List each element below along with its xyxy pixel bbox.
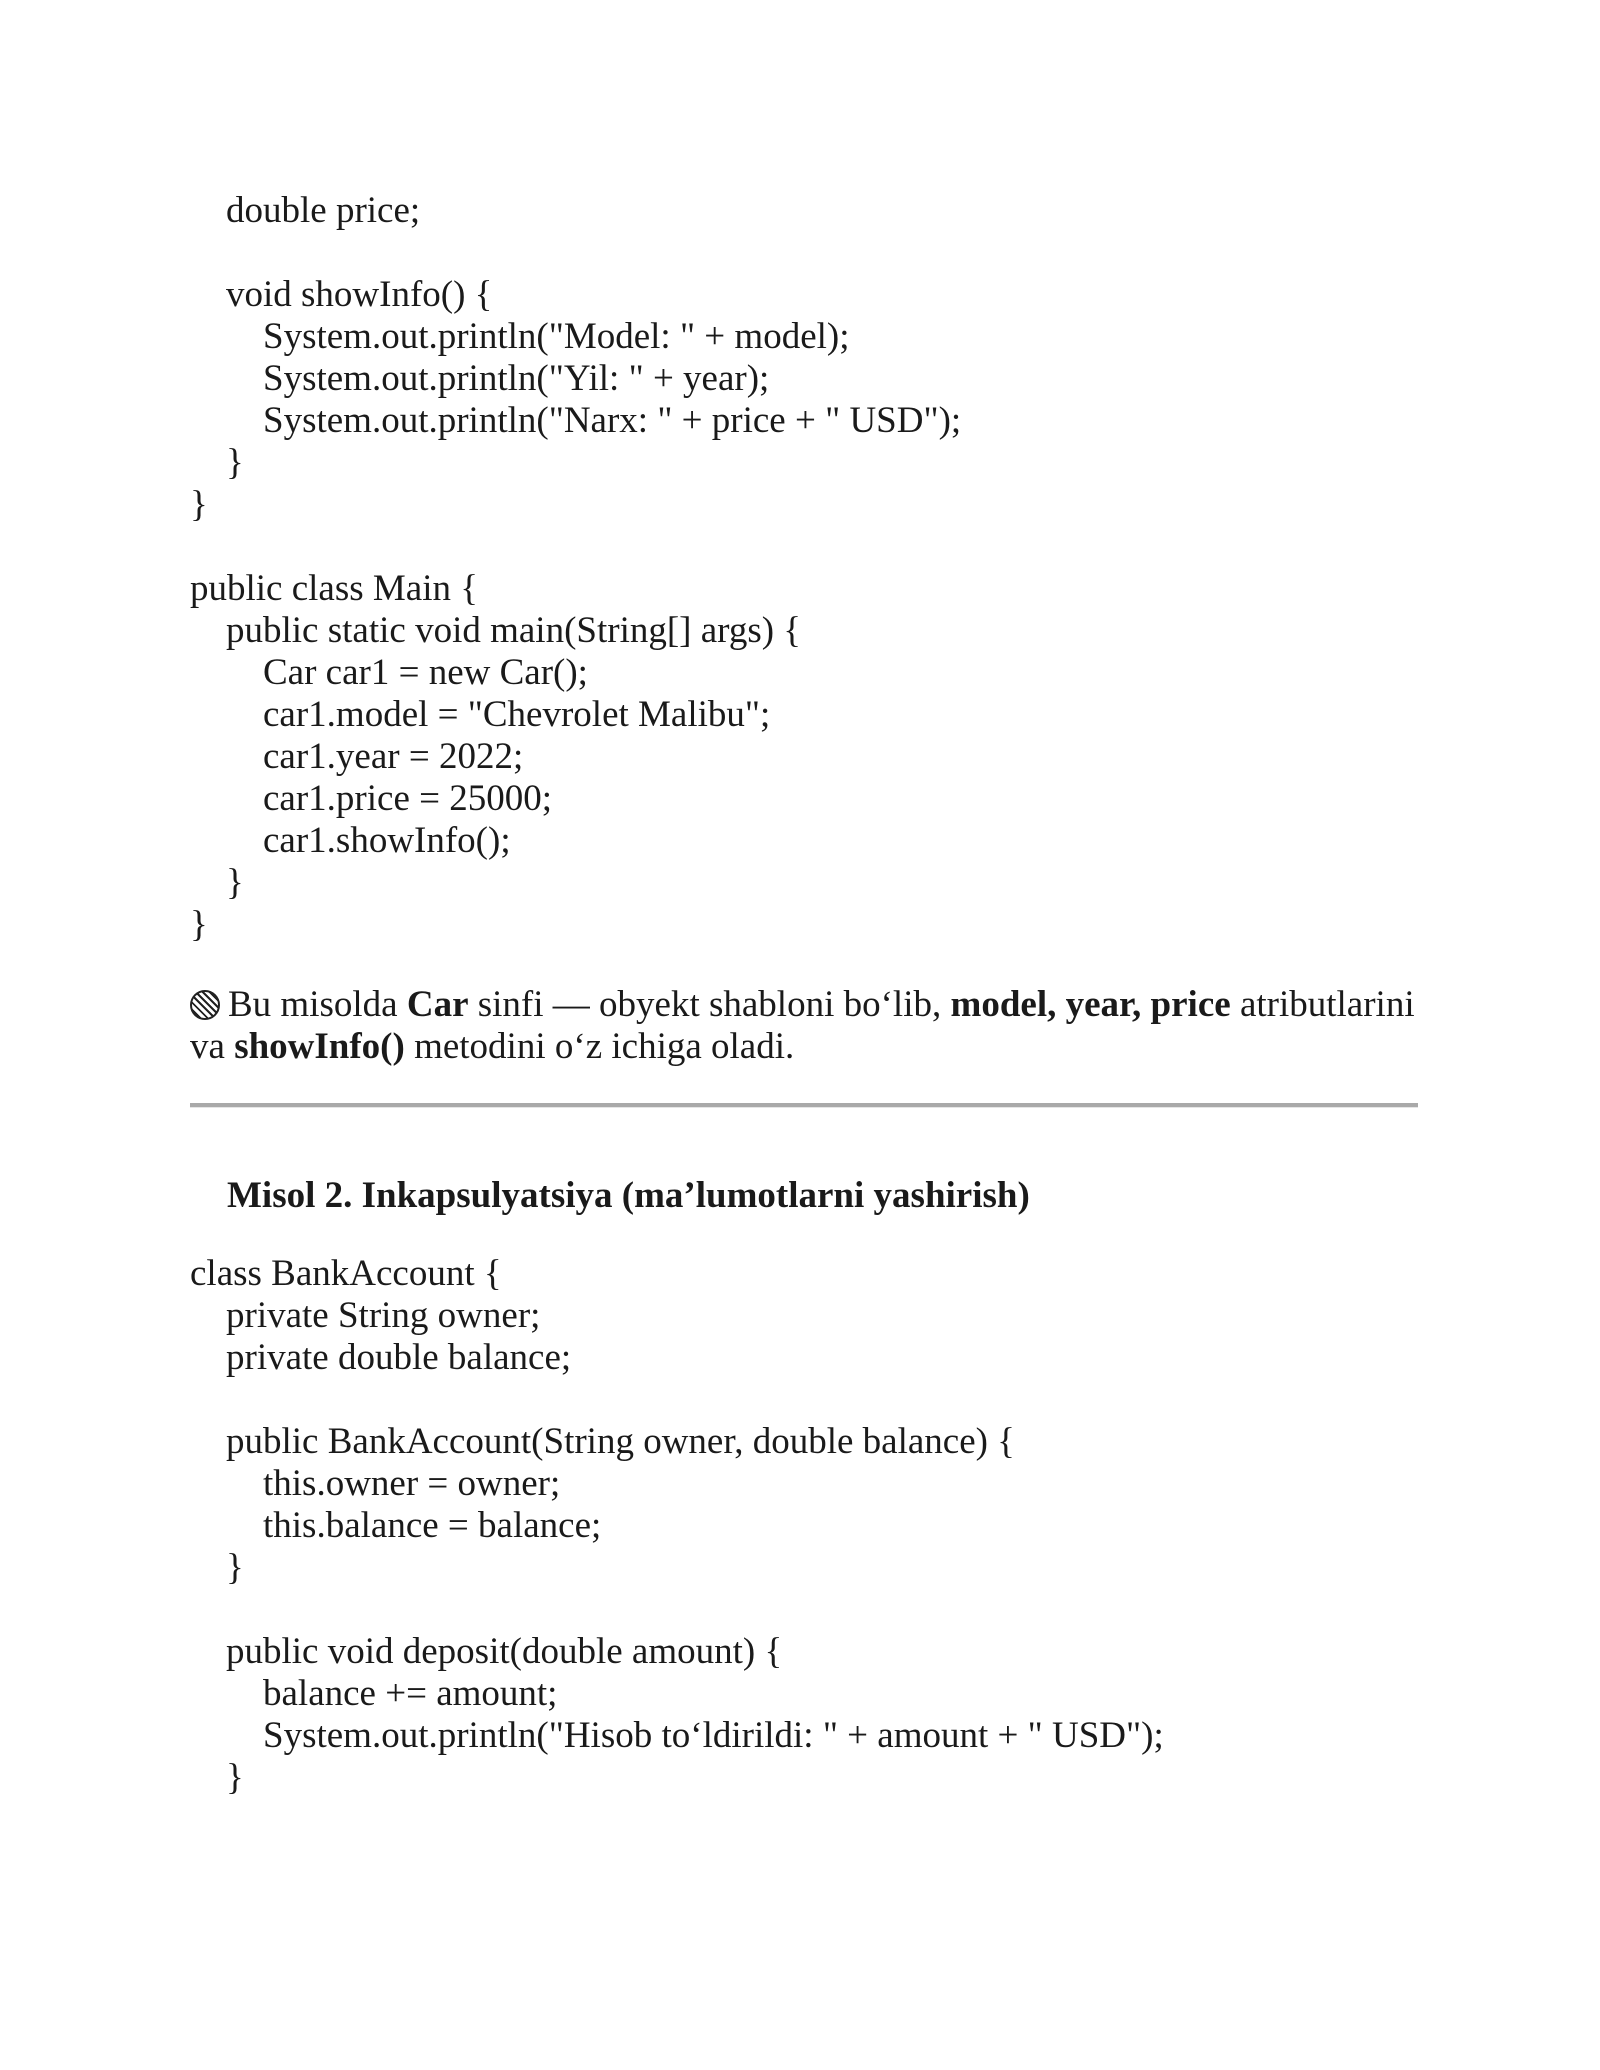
note-text: Bu misolda <box>228 984 407 1025</box>
code-line: void showInfo() { <box>226 274 493 315</box>
code-line: } <box>190 904 208 945</box>
code-line: class BankAccount { <box>190 1253 502 1294</box>
code-line: System.out.println("Yil: " + year); <box>263 358 770 399</box>
code-line: } <box>226 442 244 483</box>
code-line: public static void main(String[] args) { <box>226 610 802 651</box>
code-line: this.owner = owner; <box>263 1463 561 1504</box>
code-line: private String owner; <box>226 1295 541 1336</box>
code-line: car1.model = "Chevrolet Malibu"; <box>263 694 771 735</box>
note-bold-term: Car <box>406 984 469 1025</box>
hatched-circle-icon <box>190 990 220 1020</box>
code-line: Car car1 = new Car(); <box>263 652 588 693</box>
explanation-note <box>190 984 1430 1068</box>
code-line: public class Main { <box>190 568 479 609</box>
code-line: public void deposit(double amount) { <box>226 1631 783 1672</box>
horizontal-divider <box>190 1103 1418 1108</box>
note-text: sinfi — obyekt shabloni bo‘lib, <box>468 984 951 1025</box>
code-line: car1.year = 2022; <box>263 736 524 777</box>
note-text: metodini o‘z ichiga oladi. <box>404 1026 795 1067</box>
code-line: balance += amount; <box>263 1673 558 1714</box>
section-heading: Misol 2. Inkapsulyatsiya (ma’lumotlarni yashirish) <box>227 1175 1030 1216</box>
code-line: car1.showInfo(); <box>263 820 511 861</box>
code-line: System.out.println("Narx: " + price + " USD"); <box>263 400 962 441</box>
code-line: double price; <box>226 190 421 231</box>
code-line: } <box>226 862 244 903</box>
code-line: private double balance; <box>226 1337 572 1378</box>
note-bold-term: model, year, price <box>950 984 1231 1025</box>
code-line: this.balance = balance; <box>263 1505 602 1546</box>
code-line: System.out.println("Hisob to‘ldirildi: " + amount + " USD"); <box>263 1715 1164 1756</box>
note-bold-term: showInfo() <box>234 1026 405 1067</box>
code-line: car1.price = 25000; <box>263 778 553 819</box>
code-line: } <box>226 1757 244 1798</box>
note-text: atributlarini va <box>190 984 1415 1067</box>
code-line: } <box>190 484 208 525</box>
code-line: System.out.println("Model: " + model); <box>263 316 850 357</box>
code-line: } <box>226 1547 244 1588</box>
code-line: public BankAccount(String owner, double balance) { <box>226 1421 1015 1462</box>
